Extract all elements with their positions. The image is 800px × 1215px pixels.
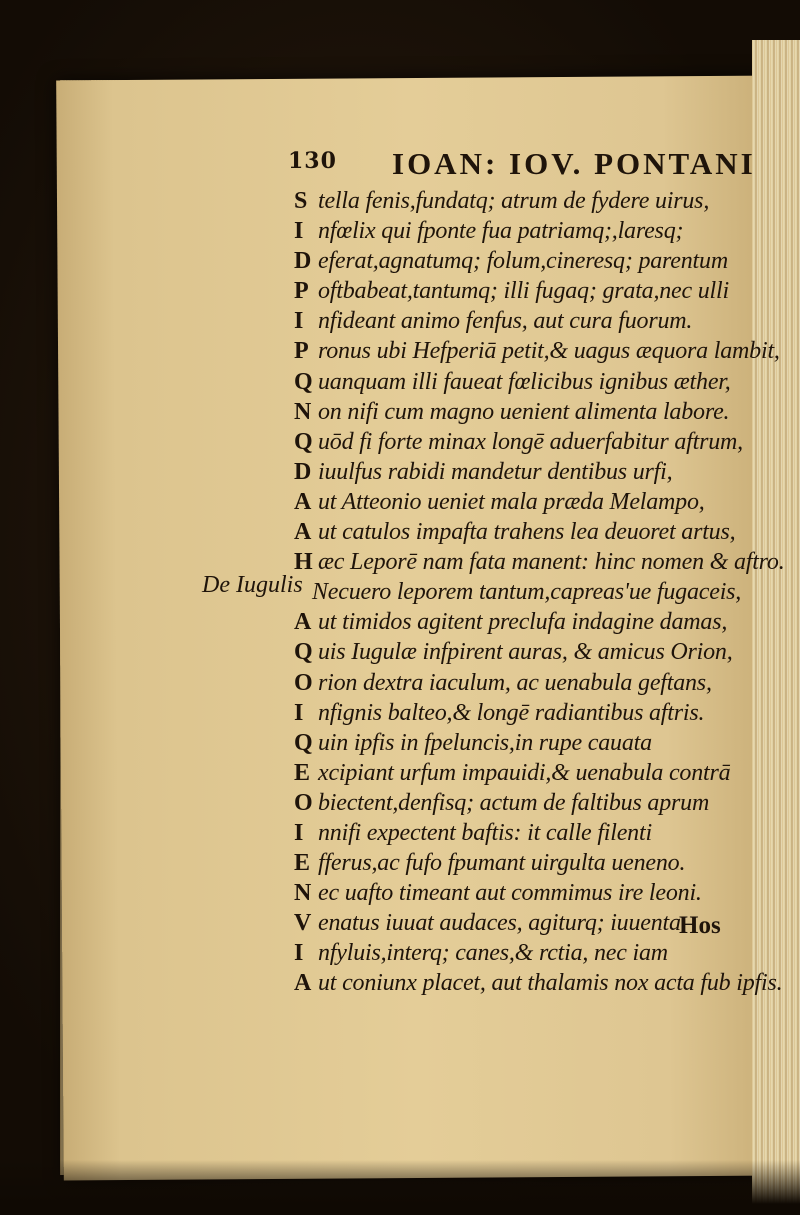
verse-line bbox=[294, 668, 744, 698]
verse-initial: A bbox=[294, 488, 312, 515]
verse-line bbox=[294, 397, 744, 427]
verse-line bbox=[294, 728, 744, 758]
verse-initial: I bbox=[294, 819, 304, 846]
verse-text: æc Leporē nam fata manent: hinc nomen & aftro. bbox=[318, 549, 785, 576]
marginal-note: De Iugulis bbox=[202, 572, 303, 598]
verse-text: xcipiant urfum impauidi,& uenabula contrā bbox=[318, 759, 731, 786]
verse-text: on nifi cum magno uenient alimenta labore. bbox=[318, 398, 730, 425]
verse-text: fferus,ac fufo fpumant uirgulta ueneno. bbox=[318, 850, 686, 877]
verse-text: oftbabeat,tantumq; illi fugaq; grata,nec ulli bbox=[318, 278, 729, 305]
verse-line bbox=[294, 577, 744, 607]
verse-initial: I bbox=[294, 699, 304, 726]
verse-text: nfyluis,interq; canes,& rctia, nec iam bbox=[318, 940, 668, 967]
verse-line bbox=[294, 758, 744, 788]
verse-block bbox=[294, 186, 785, 999]
verse-initial: I bbox=[294, 940, 304, 967]
catchword: Hos bbox=[679, 912, 721, 939]
verse-text: ronus ubi Hefperiā petit,& uagus æquora lambit, bbox=[318, 338, 780, 365]
verse-text: uōd fi forte minax longē aduerfabitur aftrum, bbox=[318, 428, 743, 455]
verse-initial: O bbox=[294, 789, 313, 816]
verse-line bbox=[294, 336, 780, 366]
verse-text: tella fenis,fundatq; atrum de fydere uirus, bbox=[318, 188, 710, 214]
verse-text: nfideant animo fenfus, aut cura fuorum. bbox=[318, 308, 693, 335]
verse-text: rion dextra iaculum, ac uenabula geftans, bbox=[318, 669, 712, 696]
verse-text: uis Iugulæ infpirent auras, & amicus Orion, bbox=[318, 639, 733, 666]
verse-line bbox=[294, 968, 783, 998]
verse-line bbox=[294, 637, 744, 667]
verse-text: uin ipfis in fpeluncis,in rupe cauata bbox=[318, 729, 652, 756]
verse-line bbox=[294, 367, 744, 397]
verse-line bbox=[294, 216, 744, 246]
verse-initial: N bbox=[294, 398, 312, 425]
verse-initial: Q bbox=[294, 639, 313, 666]
verse-initial: P bbox=[294, 338, 309, 365]
verse-line bbox=[294, 457, 744, 487]
verse-initial: E bbox=[294, 850, 310, 877]
verse-initial: A bbox=[294, 519, 312, 546]
verse-text: uanquam illi faueat fœlicibus ignibus æther, bbox=[318, 368, 731, 395]
verse-initial: Q bbox=[294, 428, 313, 455]
running-head: IOAN: IOV. PONTANI bbox=[392, 146, 756, 181]
verse-line bbox=[294, 698, 744, 728]
verse-line bbox=[294, 818, 744, 848]
verse-text: ut timidos agitent preclufa indagine damas, bbox=[318, 609, 728, 636]
verse-line bbox=[294, 607, 744, 637]
verse-initial: H bbox=[294, 549, 313, 576]
verse-initial: A bbox=[294, 609, 312, 636]
verse-line bbox=[294, 788, 744, 818]
verse-line bbox=[294, 848, 744, 878]
verse-text: ut coniunx placet, aut thalamis nox acta fub ipfis. bbox=[318, 970, 783, 997]
verse-line bbox=[294, 487, 744, 517]
verse-initial: P bbox=[294, 278, 309, 305]
verse-line bbox=[294, 276, 744, 306]
verse-initial: D bbox=[294, 458, 312, 485]
verse-line bbox=[294, 547, 785, 577]
verse-initial: S bbox=[294, 188, 308, 214]
verse-line bbox=[294, 878, 744, 908]
verse-text: ut Atteonio ueniet mala præda Melampo, bbox=[318, 488, 705, 515]
verse-text: ec uafto timeant aut commimus ire leoni. bbox=[318, 880, 702, 907]
verse-text: iuulfus rabidi mandetur dentibus urfi, bbox=[318, 458, 673, 485]
verse-line bbox=[294, 517, 744, 547]
verse-line bbox=[294, 246, 744, 276]
verse-text: nfignis balteo,& longē radiantibus aftris. bbox=[318, 699, 705, 726]
verse-text: eferat,agnatumq; folum,cineresq; parentum bbox=[318, 248, 728, 275]
verse-initial: Q bbox=[294, 368, 313, 395]
verse-line bbox=[294, 427, 744, 457]
verse-initial: I bbox=[294, 308, 304, 335]
verse-text: ut catulos impafta trahens lea deuoret artus, bbox=[318, 519, 736, 546]
verse-line bbox=[294, 186, 744, 216]
verse-line bbox=[294, 908, 744, 938]
verse-initial: I bbox=[294, 218, 304, 245]
page-header bbox=[288, 146, 756, 181]
verse-initial: D bbox=[294, 248, 312, 275]
verse-line bbox=[294, 306, 744, 336]
verse-initial: E bbox=[294, 759, 310, 786]
page-number: 130 bbox=[288, 148, 337, 174]
verse-text: biectent,denfisq; actum de faltibus aprum bbox=[318, 789, 710, 816]
verse-text: nnifi expectent baftis: it calle filenti bbox=[318, 819, 652, 846]
verse-text: enatus iuuat audaces, agiturq; iuuenta bbox=[318, 910, 681, 937]
verse-initial: O bbox=[294, 669, 313, 696]
verse-text: Necuero leporem tantum,capreas'ue fugaceis, bbox=[312, 579, 742, 606]
verse-initial: Q bbox=[294, 729, 313, 756]
verse-initial: V bbox=[294, 910, 312, 937]
verse-initial: A bbox=[294, 970, 312, 997]
verse-initial: N bbox=[294, 880, 312, 907]
verse-text: nfœlix qui fponte fua patriamq;,laresq; bbox=[318, 218, 684, 245]
verse-line bbox=[294, 938, 744, 968]
